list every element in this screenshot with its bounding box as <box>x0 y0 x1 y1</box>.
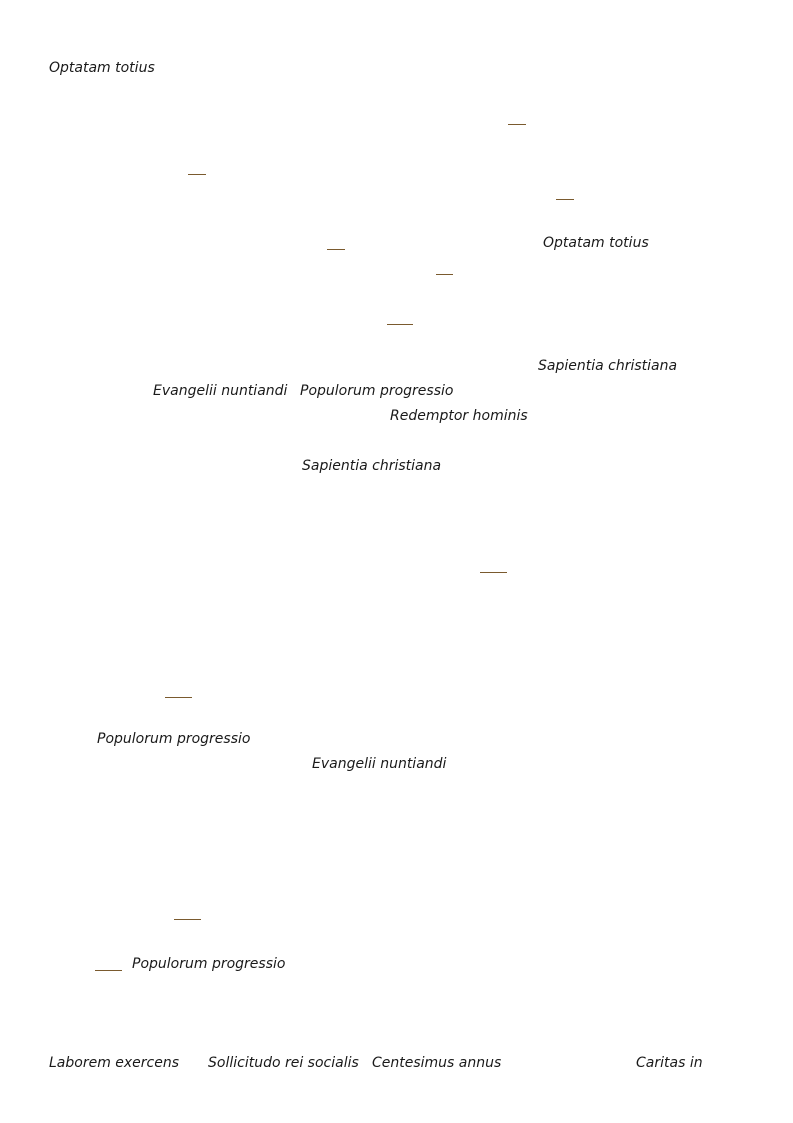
doc-title-evangelii-nuntiandi-1: Evangelii nuntiandi <box>153 383 288 399</box>
doc-title-sapientia-christiana-2: Sapientia christiana <box>302 458 442 474</box>
blank-rule <box>188 174 206 175</box>
doc-title-centesimus-annus: Centesimus annus <box>372 1055 502 1071</box>
doc-title-optatam-totius-1: Optatam totius <box>49 60 155 76</box>
blank-rule <box>387 324 413 325</box>
blank-rule <box>556 199 574 200</box>
doc-title-sollicitudo-rei-socialis: Sollicitudo rei socialis <box>208 1055 359 1071</box>
doc-title-populorum-progressio-1: Populorum progressio <box>300 383 454 399</box>
doc-title-sapientia-christiana-1: Sapientia christiana <box>538 358 678 374</box>
blank-rule <box>508 124 526 125</box>
blank-rule <box>327 249 345 250</box>
doc-title-laborem-exercens: Laborem exercens <box>49 1055 180 1071</box>
doc-title-optatam-totius-2: Optatam totius <box>543 235 649 251</box>
doc-title-caritas-in: Caritas in <box>636 1055 703 1071</box>
doc-title-populorum-progressio-2: Populorum progressio <box>97 731 251 747</box>
doc-title-redemptor-hominis: Redemptor hominis <box>390 408 528 424</box>
doc-title-populorum-progressio-3: Populorum progressio <box>132 956 286 972</box>
blank-rule <box>174 919 201 920</box>
blank-rule <box>436 274 453 275</box>
blank-rule <box>480 572 507 573</box>
blank-rule <box>165 697 192 698</box>
blank-rule <box>95 970 122 971</box>
doc-title-evangelii-nuntiandi-2: Evangelii nuntiandi <box>312 756 447 772</box>
